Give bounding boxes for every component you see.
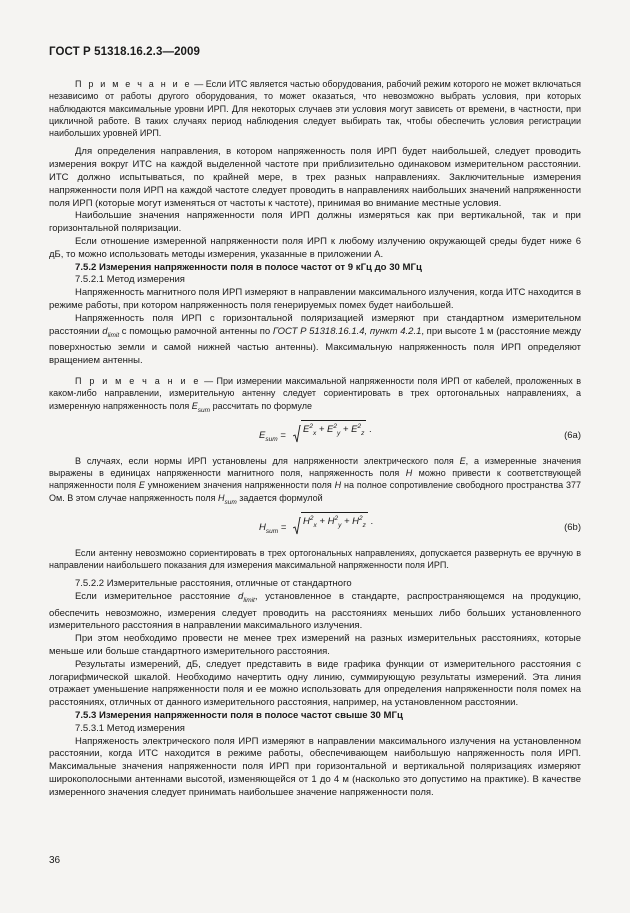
section-heading-7-5-3: 7.5.3 Измерения напряженности поля в полосе частот свыше 30 МГц — [75, 710, 403, 722]
note-paragraph — [49, 78, 581, 139]
paragraph-horizontal: Напряженность поля ИРП с горизонтальной поляризацией измеряют при стандартном измерительном расстоянии $d_{limit}$ с помощью рамочной антенны по ГОСТ Р 51318.16.1.4, пункт 4.2.1, при высоте 1 м (расстояние между поверхностью земли и самой нижней частью антенны). Максимальную напряженность поля ИРП определяют вращением антенны. — [49, 312, 582, 367]
standard-reference: ГОСТ Р 51318.16.1.4, пункт 4.2.1 — [272, 325, 422, 337]
sqrt-icon — [293, 425, 301, 443]
paragraph-manual-orientation: Если антенну невозможно сориентировать в трех ортогональных направлениях, допускается развернуть ее вручную в направлении наибольшего показания для измерения максимальной напряженности поля ИРП. — [49, 547, 581, 570]
paragraph-ambient: Если отношение измеренной напряженности поля ИРП к любому излучению окружающей среды будет ниже 6 дБ, то можно использовать методы измерения, указанные в приложении А. — [49, 236, 581, 260]
subsection-heading-7-5-2-1: 7.5.2.1 Метод измерения — [75, 274, 185, 286]
paragraph-polarization: Наибольшие значения напряженности поля ИРП должны измеряться как при вертикальной, так и при горизонтальной поляризации. — [49, 210, 581, 235]
formula-rhs: $E^2_x + E^2_y + E^2_z$ . — [293, 423, 372, 443]
formula-rhs: $H^2_x + H^2_y + H^2_z$ . — [293, 515, 373, 535]
subsection-heading-7-5-3-1: 7.5.3.1 Метод измерения — [75, 722, 185, 734]
paragraph-direction: Для определения направления, в котором напряженность поля ИРП будет наибольшей, следует проводить измерения вокруг ИТС на каждой выделенной частоте при приблизительно одинаковом измерительном расстоянии. ИТС должно испытываться, по крайней мере, в трех разных направлениях. Заключительные измерения напряженности поля ИРП на каждой частоте следует проводить в направлениях наибольших значений напряженности поля ИРП (которые могут изменяться от частоты к частоте), принимая во внимание местные условия. — [49, 146, 581, 209]
formula-6b — [49, 515, 581, 541]
paragraph-electric-field: Напряженость электрического поля ИРП измеряют в направлении максимального излучения на установленном расстоянии, когда ИТС находится в режиме работы, обеспечивающем наибольшую напряженность поля ИРП. Максимальные значения напряженности поля ИРП при горизонтальной и вертикальной поляризациях измеряют широкополосными антеннами высотой, изменяющейся от 1 до 4 м (насколько это допустимо на практике). В качестве измеренного значения следует принимать наибольшее значение напряженности поля. — [49, 735, 581, 798]
page-number: 36 — [49, 855, 61, 866]
formula-6a — [49, 423, 581, 449]
note-text: — Если ИТС является частью оборудования, рабочий режим которого не может включаться независимо от работы другого оборудования, то может оказаться, что невозможно выбрать условия, при которых наблюдаются максимальные уровни ИРП. Для некоторых случаев эти условия могут зависеть от времени, в частности, при цикличной работе. В таких случаях период наблюдения следует выбирать так, чтобы обеспечить условия регистрации наибольших уровней ИРП. — [49, 79, 581, 139]
paragraph-three-measurements: При этом необходимо провести не менее трех измерений на разных измерительных расстояниях, которые меньше или больше стандартного измерительного расстояния. — [49, 633, 581, 658]
paragraph-results: Результаты измерений, дБ, следует представить в виде графика функции от измерительного расстояния с логарифмической шкалой. Необходимо начертить одну линию, суммирующую результаты измерений. Эта линия отражает уменьшение напряженности поля и ее можно использовать для определения напряженности поля помех на расстояниях, отличных от данного измерительного расстояния, например, на установленном расстоянии. — [49, 658, 581, 709]
subsection-heading-7-5-2-2: 7.5.2.2 Измерительные расстояния, отличные от стандартного — [75, 578, 352, 590]
paragraph-conversion: В случаях, если нормы ИРП установлены для напряженности электрического поля E, а измеренные значения выражены в единицах напряженности магнитного поля, напряженность поля H можно привести к соответствующей напряженности поля E умножением значения напряженности поля H на полное сопротивление свободного пространства 377 Ом. В этом случае напряженность поля $H_{sum}$ задается формулой — [49, 455, 582, 506]
formula-number: (6a) — [564, 429, 581, 441]
section-heading-7-5-2: 7.5.2 Измерения напряженности поля в полосе частот от 9 кГц до 30 МГц — [75, 261, 422, 273]
standard-header: ГОСТ Р 51318.16.2.3—2009 — [49, 46, 201, 58]
formula-number: (6b) — [564, 521, 581, 533]
sqrt-icon — [293, 517, 301, 535]
formula-lhs: $E_{sum}$ = — [259, 429, 286, 443]
note-paragraph-2: П р и м е ч а н и е — При измерении максимальной напряженности поля ИРП от кабелей, проложенных в каком-либо направлении, измерительную антенну следует сориентировать в трех ортогональных направлениях, а измеренную напряженность поля $E_{sum}$ рассчитать по формуле — [49, 375, 581, 414]
paragraph-distance: Если измерительное расстояние $d_{limit}$, установленное в стандарте, распространяющемся на продукцию, обеспечить невозможно, измерения следует проводить на расстояниях меньших либо больших установленного измерительного расстояния в направлении максимального излучения. — [49, 590, 581, 632]
formula-lhs: $H_{sum}$ = — [259, 521, 287, 535]
note-label: П р и м е ч а н и е — [75, 375, 201, 386]
page-body — [49, 78, 581, 800]
note-label: П р и м е ч а н и е — [75, 79, 192, 89]
paragraph-magnetic: Напряженность магнитного поля ИРП измеряют в направлении максимального излучения, когда ИТС находится в режиме работы, при котором напряженность поля генерируемых помех будет наибольшей. — [49, 287, 581, 312]
